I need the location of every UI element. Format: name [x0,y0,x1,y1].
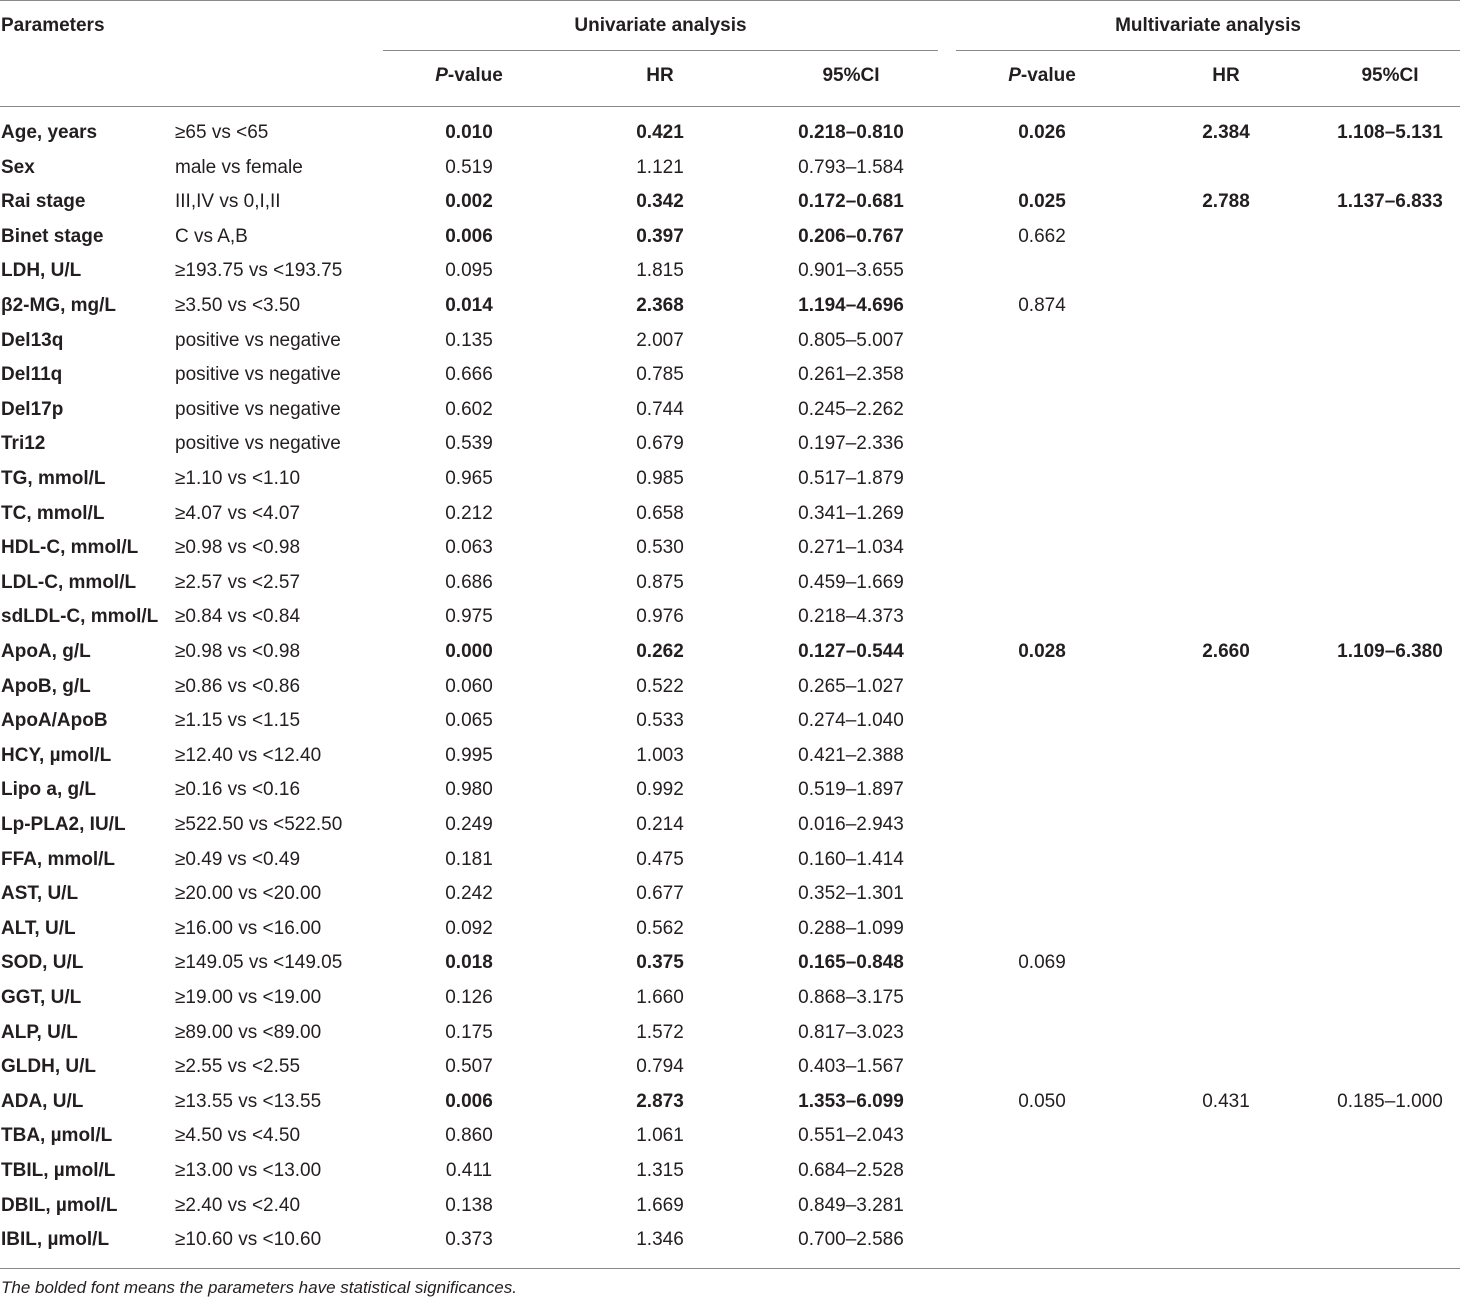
cell-multivariate-pvalue: 0.069 [1018,952,1066,973]
cell-comparison: ≥2.55 vs <2.55 [175,1056,301,1077]
cell-comparison: ≥65 vs <65 [175,122,269,143]
pvalue-suffix: -value [447,65,503,86]
cell-univariate-pvalue: 0.980 [445,779,493,800]
cell-parameter: ApoA, g/L [1,641,91,662]
cell-multivariate-hr: 2.660 [1202,641,1250,662]
cell-univariate-ci: 0.700–2.586 [798,1229,904,1250]
header-univariate: Univariate analysis [574,15,747,36]
cell-univariate-pvalue: 0.135 [445,330,493,351]
cell-comparison: positive vs negative [175,433,341,454]
cell-parameter: SOD, U/L [1,952,84,973]
cell-multivariate-pvalue: 0.028 [1018,641,1066,662]
cell-parameter: ApoB, g/L [1,676,91,697]
cell-univariate-pvalue: 0.666 [445,364,493,385]
cell-parameter: Del17p [1,399,64,420]
cell-parameter: Del13q [1,330,64,351]
cell-comparison: ≥0.98 vs <0.98 [175,641,301,662]
cell-comparison: positive vs negative [175,364,341,385]
cell-univariate-ci: 0.459–1.669 [798,572,904,593]
cell-multivariate-ci: 1.109–6.380 [1337,641,1443,662]
cell-univariate-pvalue: 0.175 [445,1022,493,1043]
cell-univariate-hr: 1.315 [636,1160,684,1181]
cell-comparison: III,IV vs 0,I,II [175,191,281,212]
cell-univariate-ci: 0.805–5.007 [798,330,904,351]
cell-parameter: HDL-C, mmol/L [1,537,139,558]
cell-univariate-hr: 1.815 [636,260,684,281]
cell-univariate-pvalue: 0.181 [445,849,493,870]
table-bottom-rule [0,1268,1460,1269]
cell-comparison: ≥1.10 vs <1.10 [175,468,301,489]
cell-univariate-ci: 0.684–2.528 [798,1160,904,1181]
cell-univariate-ci: 0.261–2.358 [798,364,904,385]
header-multivariate: Multivariate analysis [1115,15,1301,36]
cell-parameter: Tri12 [1,433,46,454]
cell-multivariate-pvalue: 0.025 [1018,191,1066,212]
cell-univariate-hr: 0.679 [636,433,684,454]
cell-parameter: ALP, U/L [1,1022,78,1043]
cell-univariate-hr: 1.669 [636,1195,684,1216]
cell-univariate-pvalue: 0.539 [445,433,493,454]
cell-univariate-pvalue: 0.602 [445,399,493,420]
cell-parameter: LDL-C, mmol/L [1,572,137,593]
cell-comparison: ≥1.15 vs <1.15 [175,710,301,731]
cell-parameter: Del11q [1,364,63,385]
footnote: The bolded font means the parameters have statistical significances. [1,1278,517,1297]
cell-parameter: Lp-PLA2, IU/L [1,814,126,835]
cell-univariate-pvalue: 0.063 [445,537,493,558]
cell-univariate-hr: 2.007 [636,330,684,351]
cell-multivariate-pvalue: 0.874 [1018,295,1066,316]
cell-univariate-ci: 0.160–1.414 [798,849,904,870]
cell-univariate-ci: 0.127–0.544 [798,641,904,662]
cell-univariate-hr: 0.522 [636,676,684,697]
cell-parameter: ADA, U/L [1,1091,84,1112]
cell-parameter: GGT, U/L [1,987,82,1008]
cell-univariate-ci: 0.901–3.655 [798,260,904,281]
cell-univariate-hr: 0.342 [636,191,684,212]
header-multivariate-pvalue [962,64,1122,88]
cell-univariate-ci: 0.016–2.943 [798,814,904,835]
cell-parameter: β2-MG, mg/L [1,295,117,316]
cell-univariate-hr: 1.061 [636,1125,684,1146]
header-univariate-ci: 95%CI [822,65,880,86]
cell-multivariate-pvalue: 0.026 [1018,122,1066,143]
cell-multivariate-ci: 0.185–1.000 [1337,1091,1443,1112]
cell-univariate-ci: 0.271–1.034 [798,537,904,558]
cell-parameter: TBA, µmol/L [1,1125,113,1146]
cell-univariate-pvalue: 0.212 [445,503,493,524]
cell-univariate-pvalue: 0.014 [445,295,493,316]
cell-univariate-hr: 0.533 [636,710,684,731]
cell-parameter: sdLDL-C, mmol/L [1,606,159,627]
header-parameters: Parameters [1,15,105,36]
cell-univariate-hr: 0.677 [636,883,684,904]
cell-univariate-ci: 0.288–1.099 [798,918,904,939]
cell-univariate-ci: 0.517–1.879 [798,468,904,489]
cell-comparison: ≥0.49 vs <0.49 [175,849,301,870]
cell-univariate-pvalue: 0.010 [445,122,493,143]
cell-univariate-ci: 0.197–2.336 [798,433,904,454]
cell-parameter: TC, mmol/L [1,503,105,524]
cell-univariate-pvalue: 0.095 [445,260,493,281]
cell-univariate-pvalue: 0.975 [445,606,493,627]
cell-univariate-ci: 1.194–4.696 [798,295,904,316]
cell-univariate-hr: 0.785 [636,364,684,385]
cell-multivariate-hr: 0.431 [1202,1091,1250,1112]
cell-univariate-ci: 0.868–3.175 [798,987,904,1008]
cell-parameter: TBIL, µmol/L [1,1160,116,1181]
cell-comparison: ≥13.00 vs <13.00 [175,1160,322,1181]
cell-comparison: positive vs negative [175,330,341,351]
cell-multivariate-ci: 1.137–6.833 [1337,191,1443,212]
cell-univariate-ci: 0.352–1.301 [798,883,904,904]
cell-parameter: DBIL, µmol/L [1,1195,118,1216]
header-univariate-hr: HR [646,65,674,86]
cell-comparison: ≥2.57 vs <2.57 [175,572,301,593]
cell-univariate-hr: 0.992 [636,779,684,800]
cell-univariate-pvalue: 0.000 [445,641,493,662]
pvalue-suffix: -value [1020,65,1076,86]
cell-univariate-hr: 1.003 [636,745,684,766]
cell-comparison: ≥89.00 vs <89.00 [175,1022,322,1043]
cell-comparison: ≥0.98 vs <0.98 [175,537,301,558]
cell-univariate-hr: 0.375 [636,952,684,973]
cell-comparison: ≥522.50 vs <522.50 [175,814,343,835]
cell-parameter: ApoA/ApoB [1,710,108,731]
cell-univariate-pvalue: 0.411 [445,1160,493,1181]
cell-univariate-hr: 0.562 [636,918,684,939]
cell-multivariate-ci: 1.108–5.131 [1337,122,1443,143]
cell-parameter: Sex [1,157,35,178]
cell-univariate-hr: 0.262 [636,641,684,662]
cell-univariate-hr: 1.121 [636,157,684,178]
pvalue-italic-p: P [1008,65,1021,86]
cell-univariate-hr: 0.214 [636,814,684,835]
cell-univariate-ci: 0.403–1.567 [798,1056,904,1077]
cell-univariate-ci: 0.817–3.023 [798,1022,904,1043]
cell-univariate-ci: 0.274–1.040 [798,710,904,731]
cell-univariate-pvalue: 0.126 [445,987,493,1008]
cell-univariate-pvalue: 0.006 [445,226,493,247]
cell-comparison: ≥0.84 vs <0.84 [175,606,301,627]
header-univariate-pvalue [389,64,549,88]
cell-univariate-hr: 0.744 [636,399,684,420]
cell-comparison: ≥12.40 vs <12.40 [175,745,322,766]
cell-univariate-pvalue: 0.507 [445,1056,493,1077]
cell-univariate-hr: 1.346 [636,1229,684,1250]
cell-multivariate-hr: 2.384 [1202,122,1250,143]
cell-univariate-hr: 0.475 [636,849,684,870]
cell-univariate-hr: 0.397 [636,226,684,247]
cell-univariate-ci: 0.218–4.373 [798,606,904,627]
cell-parameter: ALT, U/L [1,918,76,939]
header-multivariate-hr: HR [1212,65,1240,86]
cell-univariate-hr: 0.875 [636,572,684,593]
cell-multivariate-hr: 2.788 [1202,191,1250,212]
cell-comparison: ≥16.00 vs <16.00 [175,918,322,939]
cell-multivariate-pvalue: 0.050 [1018,1091,1066,1112]
cell-parameter: HCY, µmol/L [1,745,112,766]
cell-univariate-pvalue: 0.242 [445,883,493,904]
cell-univariate-ci: 0.421–2.388 [798,745,904,766]
cell-parameter: Age, years [1,122,98,143]
cell-comparison: ≥4.07 vs <4.07 [175,503,301,524]
cell-univariate-ci: 0.519–1.897 [798,779,904,800]
cell-parameter: Binet stage [1,226,104,247]
cell-parameter: Rai stage [1,191,86,212]
table-top-rule [0,0,1460,1]
cell-univariate-ci: 0.172–0.681 [798,191,904,212]
cell-univariate-pvalue: 0.373 [445,1229,493,1250]
cell-univariate-pvalue: 0.686 [445,572,493,593]
cell-univariate-pvalue: 0.092 [445,918,493,939]
cell-univariate-pvalue: 0.065 [445,710,493,731]
cell-univariate-hr: 0.421 [636,122,684,143]
pvalue-italic-p: P [435,65,448,86]
cell-univariate-ci: 0.551–2.043 [798,1125,904,1146]
cell-comparison: ≥13.55 vs <13.55 [175,1091,322,1112]
cell-univariate-hr: 1.660 [636,987,684,1008]
cell-univariate-ci: 0.265–1.027 [798,676,904,697]
cell-univariate-pvalue: 0.965 [445,468,493,489]
cell-univariate-pvalue: 0.249 [445,814,493,835]
cell-univariate-pvalue: 0.002 [445,191,493,212]
cell-univariate-ci: 0.341–1.269 [798,503,904,524]
cell-univariate-ci: 0.206–0.767 [798,226,904,247]
cell-comparison: positive vs negative [175,399,341,420]
cell-univariate-hr: 0.658 [636,503,684,524]
cell-univariate-pvalue: 0.138 [445,1195,493,1216]
cell-comparison: ≥10.60 vs <10.60 [175,1229,322,1250]
cell-univariate-pvalue: 0.018 [445,952,493,973]
cell-univariate-pvalue: 0.860 [445,1125,493,1146]
cell-comparison: ≥149.05 vs <149.05 [175,952,343,973]
cell-comparison: C vs A,B [175,226,248,247]
cell-univariate-hr: 2.873 [636,1091,684,1112]
cell-univariate-ci: 0.849–3.281 [798,1195,904,1216]
cell-comparison: ≥3.50 vs <3.50 [175,295,301,316]
cell-univariate-pvalue: 0.060 [445,676,493,697]
header-bottom-rule [0,106,1460,107]
cell-univariate-hr: 0.976 [636,606,684,627]
cell-parameter: GLDH, U/L [1,1056,96,1077]
cell-univariate-ci: 0.218–0.810 [798,122,904,143]
cell-comparison: ≥0.16 vs <0.16 [175,779,301,800]
cell-multivariate-pvalue: 0.662 [1018,226,1066,247]
cell-univariate-hr: 0.794 [636,1056,684,1077]
header-multivariate-ci: 95%CI [1361,65,1419,86]
cell-univariate-hr: 1.572 [636,1022,684,1043]
cell-comparison: ≥4.50 vs <4.50 [175,1125,301,1146]
cell-comparison: ≥19.00 vs <19.00 [175,987,322,1008]
cell-parameter: AST, U/L [1,883,79,904]
cell-univariate-ci: 0.165–0.848 [798,952,904,973]
cell-parameter: IBIL, µmol/L [1,1229,110,1250]
cell-parameter: LDH, U/L [1,260,82,281]
cell-parameter: FFA, mmol/L [1,849,115,870]
cell-comparison: ≥20.00 vs <20.00 [175,883,322,904]
cell-univariate-ci: 1.353–6.099 [798,1091,904,1112]
cell-univariate-pvalue: 0.995 [445,745,493,766]
cell-univariate-hr: 0.985 [636,468,684,489]
multivariate-group-rule [956,50,1460,51]
cell-comparison: ≥0.86 vs <0.86 [175,676,301,697]
univariate-group-rule [383,50,938,51]
cell-comparison: male vs female [175,157,303,178]
cell-univariate-hr: 0.530 [636,537,684,558]
cell-univariate-hr: 2.368 [636,295,684,316]
cell-univariate-pvalue: 0.006 [445,1091,493,1112]
cell-parameter: Lipo a, g/L [1,779,96,800]
cell-comparison: ≥2.40 vs <2.40 [175,1195,301,1216]
cell-univariate-pvalue: 0.519 [445,157,493,178]
cell-parameter: TG, mmol/L [1,468,106,489]
cell-comparison: ≥193.75 vs <193.75 [175,260,343,281]
cell-univariate-ci: 0.793–1.584 [798,157,904,178]
cell-univariate-ci: 0.245–2.262 [798,399,904,420]
